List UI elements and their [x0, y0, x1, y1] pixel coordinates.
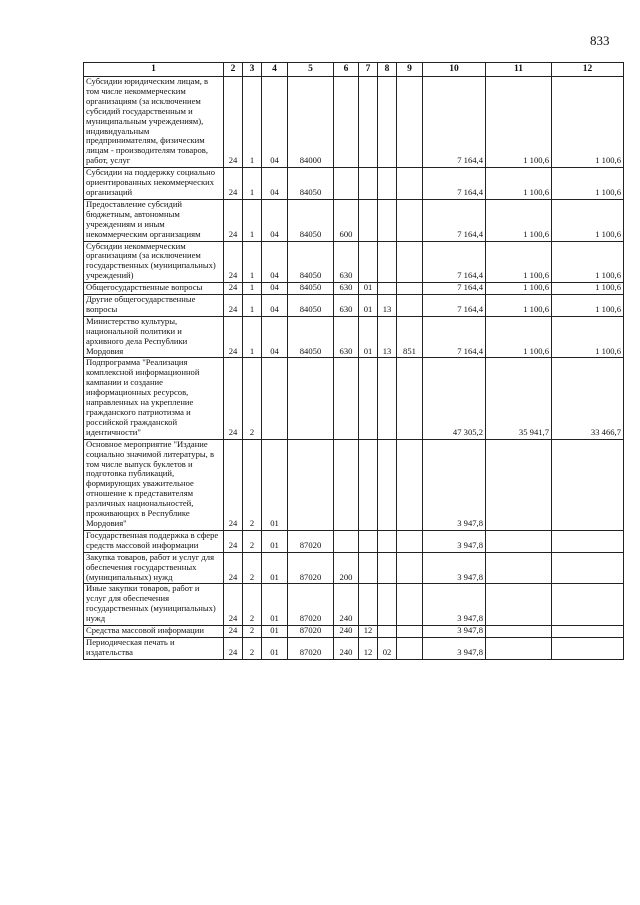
amount-year-3 — [552, 552, 624, 584]
table-row — [84, 584, 624, 626]
amount-year-3: 1 100,6 — [552, 295, 624, 317]
amount-year-1: 3 947,8 — [423, 439, 486, 530]
amount-year-1: 7 164,4 — [423, 241, 486, 283]
expense-type-code: 630 — [334, 283, 359, 295]
program-code: 04 — [262, 77, 288, 168]
ministry-code — [397, 530, 423, 552]
amount-year-3: 1 100,6 — [552, 168, 624, 200]
subchapter-code — [378, 283, 397, 295]
amount-year-3: 1 100,6 — [552, 77, 624, 168]
target-code: 84050 — [288, 283, 334, 295]
table-row — [84, 241, 624, 283]
subchapter-code — [378, 358, 397, 439]
subsection-code: 1 — [243, 283, 262, 295]
amount-year-2 — [486, 552, 552, 584]
row-name: Подпрограмма "Реализация комплексной информационной кампании и создание информационных ресурсов, направленных на укрепление гражданского патриотизма и российской гражданской идентичности" — [84, 358, 224, 439]
row-name: Средства массовой информации — [84, 626, 224, 638]
amount-year-3 — [552, 637, 624, 659]
amount-year-1: 3 947,8 — [423, 530, 486, 552]
program-code: 04 — [262, 295, 288, 317]
budget-table — [83, 62, 624, 660]
program-code: 04 — [262, 168, 288, 200]
ministry-code — [397, 283, 423, 295]
row-name: Общегосударственные вопросы — [84, 283, 224, 295]
column-header: 11 — [486, 63, 552, 77]
program-code: 01 — [262, 626, 288, 638]
amount-year-2 — [486, 584, 552, 626]
table-row — [84, 295, 624, 317]
amount-year-1: 3 947,8 — [423, 552, 486, 584]
row-name: Государственная поддержка в сфере средств массовой информации — [84, 530, 224, 552]
table-row — [84, 168, 624, 200]
expense-type-code: 240 — [334, 626, 359, 638]
chapter-code: 12 — [359, 626, 378, 638]
amount-year-3: 1 100,6 — [552, 241, 624, 283]
amount-year-1: 7 164,4 — [423, 316, 486, 358]
amount-year-2: 1 100,6 — [486, 168, 552, 200]
subchapter-code: 13 — [378, 295, 397, 317]
ministry-code — [397, 295, 423, 317]
program-code: 01 — [262, 439, 288, 530]
row-name: Закупка товаров, работ и услуг для обеспечения государственных (муниципальных) нужд — [84, 552, 224, 584]
subchapter-code: 13 — [378, 316, 397, 358]
row-name: Основное мероприятие "Издание социально значимой литературы, в том числе выпуск буклетов и подготовка публикаций, формирующих уважительное отношение к представителям различных национальностей, проживающих в Республике Мордовия" — [84, 439, 224, 530]
subsection-code: 2 — [243, 530, 262, 552]
amount-year-3 — [552, 530, 624, 552]
target-code: 84050 — [288, 168, 334, 200]
table-row — [84, 283, 624, 295]
ministry-code — [397, 199, 423, 241]
expense-type-code — [334, 530, 359, 552]
section-code: 24 — [224, 358, 243, 439]
amount-year-3: 1 100,6 — [552, 316, 624, 358]
subchapter-code — [378, 199, 397, 241]
ministry-code: 851 — [397, 316, 423, 358]
ministry-code — [397, 358, 423, 439]
chapter-code — [359, 530, 378, 552]
program-code: 01 — [262, 552, 288, 584]
chapter-code — [359, 168, 378, 200]
chapter-code — [359, 358, 378, 439]
section-code: 24 — [224, 637, 243, 659]
subsection-code: 2 — [243, 439, 262, 530]
row-name: Субсидии юридическим лицам, в том числе некоммерческим организациям (за исключением субсидий государственным и муниципальным учреждениям), индивидуальным предпринимателям, физическим лицам - производителям товаров, работ, услуг — [84, 77, 224, 168]
program-code: 01 — [262, 584, 288, 626]
table-row — [84, 552, 624, 584]
amount-year-2: 35 941,7 — [486, 358, 552, 439]
expense-type-code: 240 — [334, 637, 359, 659]
section-code: 24 — [224, 439, 243, 530]
subsection-code: 1 — [243, 241, 262, 283]
chapter-code: 01 — [359, 316, 378, 358]
column-header: 9 — [397, 63, 423, 77]
table-row — [84, 637, 624, 659]
ministry-code — [397, 77, 423, 168]
expense-type-code — [334, 439, 359, 530]
chapter-code: 01 — [359, 295, 378, 317]
expense-type-code: 600 — [334, 199, 359, 241]
amount-year-3 — [552, 584, 624, 626]
subchapter-code — [378, 552, 397, 584]
table-row — [84, 439, 624, 530]
section-code: 24 — [224, 283, 243, 295]
amount-year-2: 1 100,6 — [486, 77, 552, 168]
table-row — [84, 199, 624, 241]
target-code: 84050 — [288, 316, 334, 358]
target-code: 87020 — [288, 530, 334, 552]
ministry-code — [397, 637, 423, 659]
expense-type-code: 240 — [334, 584, 359, 626]
amount-year-2: 1 100,6 — [486, 295, 552, 317]
amount-year-2: 1 100,6 — [486, 241, 552, 283]
amount-year-2 — [486, 439, 552, 530]
section-code: 24 — [224, 530, 243, 552]
program-code: 04 — [262, 241, 288, 283]
section-code: 24 — [224, 168, 243, 200]
amount-year-1: 7 164,4 — [423, 168, 486, 200]
section-code: 24 — [224, 552, 243, 584]
amount-year-3: 1 100,6 — [552, 283, 624, 295]
subsection-code: 2 — [243, 626, 262, 638]
subchapter-code — [378, 77, 397, 168]
target-code: 84000 — [288, 77, 334, 168]
column-header: 7 — [359, 63, 378, 77]
amount-year-1: 47 305,2 — [423, 358, 486, 439]
subsection-code: 2 — [243, 637, 262, 659]
column-header: 2 — [224, 63, 243, 77]
ministry-code — [397, 241, 423, 283]
subchapter-code — [378, 439, 397, 530]
chapter-code — [359, 241, 378, 283]
table-body — [84, 77, 624, 660]
program-code — [262, 358, 288, 439]
amount-year-2 — [486, 530, 552, 552]
amount-year-2: 1 100,6 — [486, 283, 552, 295]
ministry-code — [397, 168, 423, 200]
target-code — [288, 439, 334, 530]
expense-type-code — [334, 77, 359, 168]
expense-type-code — [334, 168, 359, 200]
amount-year-1: 7 164,4 — [423, 295, 486, 317]
column-header: 12 — [552, 63, 624, 77]
subsection-code: 1 — [243, 316, 262, 358]
amount-year-2 — [486, 637, 552, 659]
row-name: Министерство культуры, национальной политики и архивного дела Республики Мордовия — [84, 316, 224, 358]
table-row — [84, 530, 624, 552]
ministry-code — [397, 626, 423, 638]
subsection-code: 1 — [243, 199, 262, 241]
row-name: Периодическая печать и издательства — [84, 637, 224, 659]
amount-year-1: 7 164,4 — [423, 77, 486, 168]
chapter-code — [359, 77, 378, 168]
section-code: 24 — [224, 295, 243, 317]
section-code: 24 — [224, 584, 243, 626]
column-header: 10 — [423, 63, 486, 77]
row-name: Субсидии некоммерческим организациям (за исключением государственных (муниципальных) учреждений) — [84, 241, 224, 283]
column-header: 6 — [334, 63, 359, 77]
subchapter-code — [378, 241, 397, 283]
subchapter-code — [378, 168, 397, 200]
section-code: 24 — [224, 626, 243, 638]
subsection-code: 1 — [243, 168, 262, 200]
table-row — [84, 626, 624, 638]
subsection-code: 1 — [243, 295, 262, 317]
amount-year-3: 33 466,7 — [552, 358, 624, 439]
column-header: 1 — [84, 63, 224, 77]
table-row — [84, 77, 624, 168]
amount-year-3: 1 100,6 — [552, 199, 624, 241]
target-code: 87020 — [288, 637, 334, 659]
target-code: 84050 — [288, 241, 334, 283]
row-name: Другие общегосударственные вопросы — [84, 295, 224, 317]
expense-type-code: 630 — [334, 316, 359, 358]
expense-type-code: 630 — [334, 295, 359, 317]
section-code: 24 — [224, 77, 243, 168]
section-code: 24 — [224, 241, 243, 283]
column-header: 3 — [243, 63, 262, 77]
target-code — [288, 358, 334, 439]
column-header: 4 — [262, 63, 288, 77]
table-row — [84, 316, 624, 358]
row-name: Иные закупки товаров, работ и услуг для обеспечения государственных (муниципальных) нужд — [84, 584, 224, 626]
target-code: 84050 — [288, 199, 334, 241]
ministry-code — [397, 552, 423, 584]
amount-year-1: 3 947,8 — [423, 584, 486, 626]
chapter-code: 01 — [359, 283, 378, 295]
column-header: 8 — [378, 63, 397, 77]
page-number: 833 — [590, 33, 610, 48]
subsection-code: 1 — [243, 77, 262, 168]
program-code: 04 — [262, 316, 288, 358]
target-code: 87020 — [288, 626, 334, 638]
expense-type-code: 200 — [334, 552, 359, 584]
target-code: 87020 — [288, 584, 334, 626]
program-code: 04 — [262, 199, 288, 241]
chapter-code — [359, 439, 378, 530]
subchapter-code — [378, 626, 397, 638]
section-code: 24 — [224, 199, 243, 241]
chapter-code — [359, 552, 378, 584]
section-code: 24 — [224, 316, 243, 358]
table-row — [84, 358, 624, 439]
amount-year-1: 7 164,4 — [423, 283, 486, 295]
ministry-code — [397, 439, 423, 530]
ministry-code — [397, 584, 423, 626]
amount-year-2 — [486, 626, 552, 638]
header-row — [84, 63, 624, 77]
column-header: 5 — [288, 63, 334, 77]
chapter-code — [359, 199, 378, 241]
row-name: Субсидии на поддержку социально ориентированных некоммерческих организаций — [84, 168, 224, 200]
subchapter-code — [378, 530, 397, 552]
amount-year-1: 3 947,8 — [423, 637, 486, 659]
program-code: 01 — [262, 530, 288, 552]
amount-year-2: 1 100,6 — [486, 199, 552, 241]
row-name: Предоставление субсидий бюджетным, автономным учреждениям и иным некоммерческим организациям — [84, 199, 224, 241]
amount-year-3 — [552, 439, 624, 530]
amount-year-1: 3 947,8 — [423, 626, 486, 638]
subsection-code: 2 — [243, 358, 262, 439]
program-code: 04 — [262, 283, 288, 295]
subsection-code: 2 — [243, 552, 262, 584]
subchapter-code — [378, 584, 397, 626]
program-code: 01 — [262, 637, 288, 659]
subchapter-code: 02 — [378, 637, 397, 659]
amount-year-2: 1 100,6 — [486, 316, 552, 358]
chapter-code — [359, 584, 378, 626]
target-code: 87020 — [288, 552, 334, 584]
expense-type-code — [334, 358, 359, 439]
chapter-code: 12 — [359, 637, 378, 659]
amount-year-1: 7 164,4 — [423, 199, 486, 241]
amount-year-3 — [552, 626, 624, 638]
expense-type-code: 630 — [334, 241, 359, 283]
target-code: 84050 — [288, 295, 334, 317]
subsection-code: 2 — [243, 584, 262, 626]
